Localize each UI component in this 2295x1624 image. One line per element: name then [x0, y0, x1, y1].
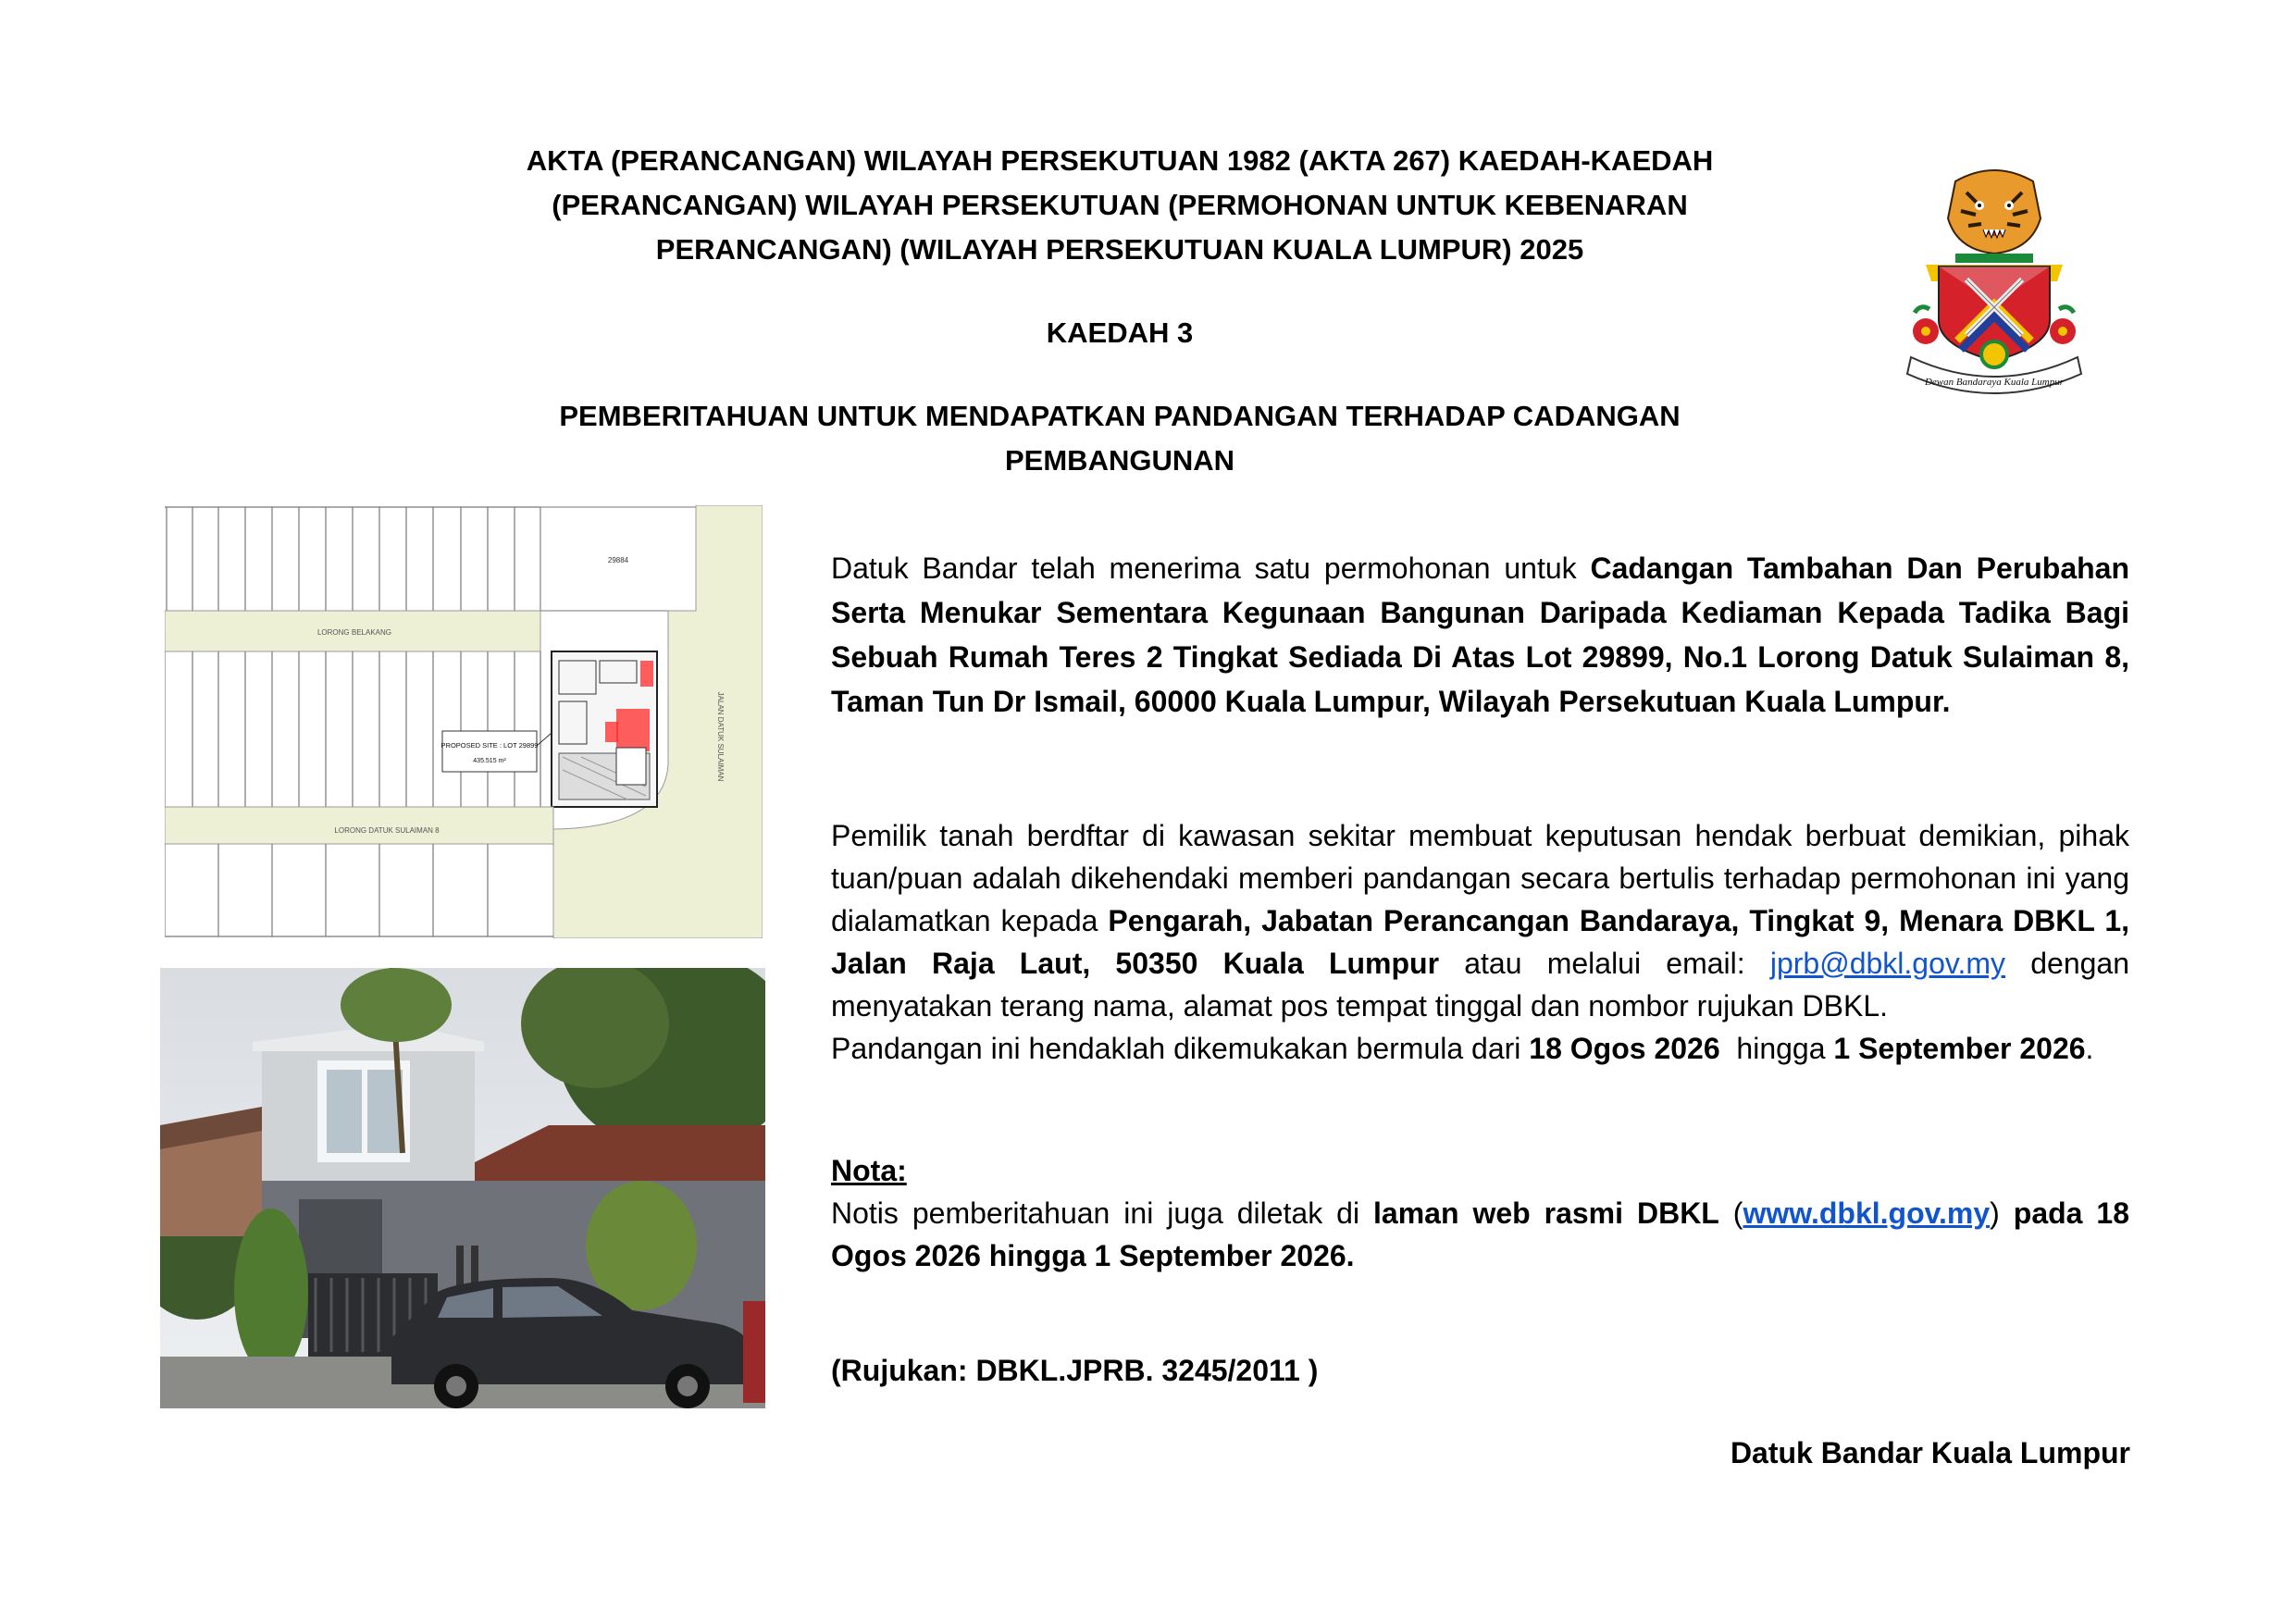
period-intro-text: Pandangan ini hendaklah dikemukakan bermula dari — [831, 1032, 1530, 1065]
start-date: 18 Ogos 2026 — [1529, 1032, 1720, 1065]
logo-scroll-text: Dewan Bandaraya Kuala Lumpur — [1924, 377, 2065, 388]
end-date: 1 September 2026 — [1833, 1032, 2086, 1065]
email-prefix-text: atau melalui email: — [1439, 947, 1770, 980]
proposed-site-building-plan — [552, 651, 657, 807]
lot-29884-label: 29884 — [607, 556, 629, 564]
note-close-paren: ) — [1990, 1196, 2014, 1230]
notice-header — [518, 139, 1721, 483]
period-connector-text: hingga — [1719, 1032, 1834, 1065]
reference-number: (Rujukan: DBKL.JPRB. 3245/2011 ) — [831, 1354, 1319, 1387]
note-site-name: laman web rasmi DBKL — [1373, 1196, 1719, 1230]
website-link[interactable]: www.dbkl.gov.my — [1743, 1196, 1991, 1230]
site-plan-drawing — [165, 505, 763, 938]
site-photo — [160, 968, 765, 1408]
dbkl-coat-of-arms-logo — [1902, 165, 2087, 401]
mailing-address: Pengarah, Jabatan Perancangan Bandaraya, Tingkat 9, Menara DBKL 1, Jalan Raja Laut, 50350 Kuala Lumpur — [831, 904, 2130, 980]
proposed-site-label: PROPOSED SITE : LOT 29899 — [440, 741, 539, 750]
front-road-label: LORONG DATUK SULAIMAN 8 — [334, 826, 440, 835]
note-period: pada 18 Ogos 2026 hingga 1 September 2026. — [831, 1196, 2130, 1272]
act-title: AKTA (PERANCANGAN) WILAYAH PERSEKUTUAN 1982 (AKTA 267) KAEDAH-KAEDAH (PERANCANGAN) WILAYAH PERSEKUTUAN (PERMOHONAN UNTUK KEBENARAN PERANCANGAN) (WILAYAH PERSEKUTUAN KUALA LUMPUR) 2025 — [526, 144, 1714, 266]
notice-body — [831, 546, 2129, 1392]
notice-title: PEMBERITAHUAN UNTUK MENDAPATKAN PANDANGAN TERHADAP CADANGAN PEMBANGUNAN — [559, 400, 1681, 477]
paragraph-period — [831, 1027, 2129, 1070]
email-link[interactable]: jprb@dbkl.gov.my — [1769, 947, 2006, 980]
note-heading: Nota: — [831, 1154, 907, 1187]
paragraph-instructions — [831, 814, 2129, 1027]
paragraph-application — [831, 546, 2129, 724]
application-intro-text: Datuk Bandar telah menerima satu permohonan untuk — [831, 552, 1591, 585]
instructions-text: Pemilik tanah berdftar di kawasan sekitar membuat keputusan hendak berbuat demikian, pihak tuan/puan adalah dikehendaki memberi pandangan secara bertulis terhadap permohonan ini yang dialamatkan kepada — [831, 819, 2129, 937]
back-lane-label: LORONG BELAKANG — [316, 628, 392, 637]
period-end-punctuation: . — [2085, 1032, 2094, 1065]
tiger-crest-icon — [1948, 170, 2041, 254]
instructions-suffix-text: dengan menyatakan terang nama, alamat pos tempat tinggal dan nombor rujukan DBKL. — [831, 947, 2130, 1023]
rule-number: KAEDAH 3 — [1046, 316, 1194, 349]
note-open-paren: ( — [1718, 1196, 1743, 1230]
note-text — [831, 1192, 2129, 1277]
proposal-description: Cadangan Tambahan Dan Perubahan Serta Menukar Sementara Kegunaan Bangunan Daripada Kediaman Kepada Tadika Bagi Sebuah Rumah Teres 2 Tingkat Sediada Di Atas Lot 29899, No.1 Lorong Datuk Sulaiman 8, Taman Tun Dr Ismail, 60000 Kuala Lumpur, Wilayah Persekutuan Kuala Lumpur. — [831, 552, 2130, 718]
proposed-site-area: 435.515 m² — [473, 758, 506, 764]
note-intro-text: Notis pemberitahuan ini juga diletak di — [831, 1196, 1374, 1230]
side-road-label: JALAN DATUK SULAIMAN — [716, 691, 725, 782]
signature-line: Datuk Bandar Kuala Lumpur — [1730, 1436, 2130, 1469]
